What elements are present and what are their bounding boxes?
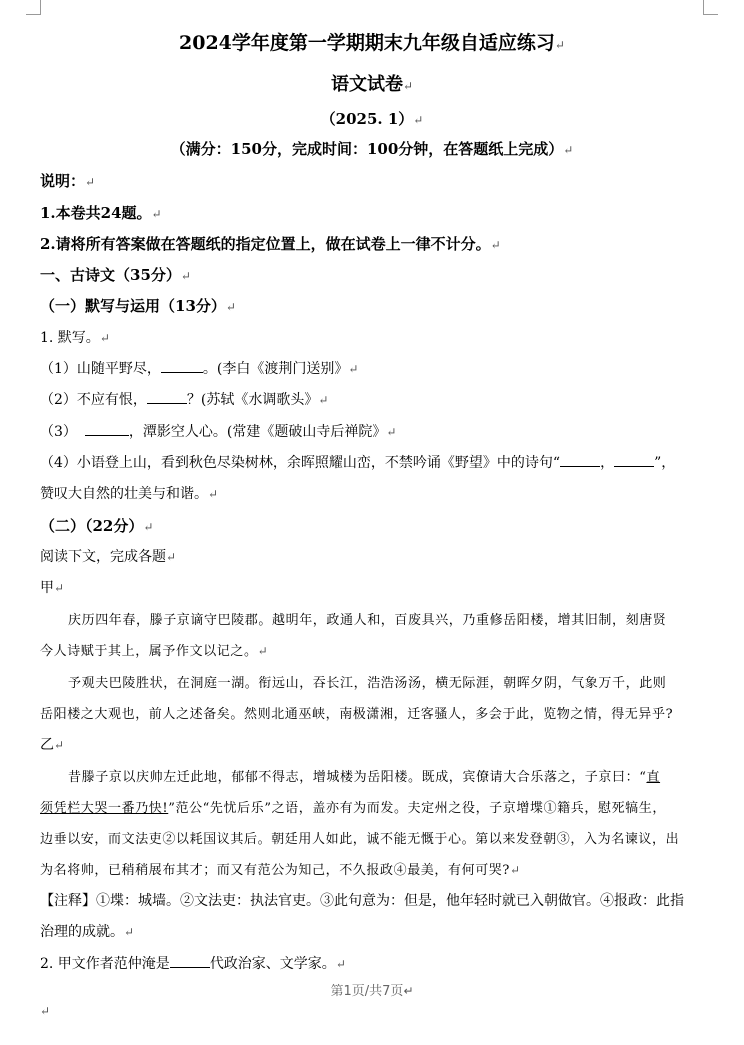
- page-title: 2024学年度第一学期期末九年级自适应练习↵: [179, 32, 565, 54]
- question-item: （1）山随平野尽， 。(李白《渡荆门送别》↵: [40, 361, 359, 377]
- answer-blank: [170, 967, 210, 968]
- page-footer: 第1页/共7页↵: [330, 984, 414, 999]
- section-heading: 一、古诗文（35分）↵: [40, 266, 191, 284]
- passage-text: 予观夫巴陵胜状，在洞庭一湖。衔远山，吞长江，浩浩汤汤，横无际涯，朝晖夕阴，气象万千，此则: [68, 676, 667, 691]
- subsection-heading: （二）（22分）↵: [40, 517, 154, 535]
- passage-text: 今人诗赋于其上，属予作文以记之。↵: [40, 644, 269, 659]
- exam-note: （满分：150分，完成时间：100分钟，在答题纸上完成）↵: [170, 140, 574, 158]
- answer-blank: [147, 403, 187, 404]
- passage-label: 乙↵: [40, 737, 65, 753]
- reading-prompt: 阅读下文，完成各题↵: [40, 549, 177, 565]
- instruction-item: 1.本卷共24题。↵: [40, 204, 162, 222]
- subsection-heading: （一）默写与运用（13分）↵: [40, 297, 236, 315]
- page-subtitle: 语文试卷↵: [330, 74, 414, 95]
- passage-text: 为名将帅，已稍稍展布其才；而又有范公为知己，不久报政④最美，有何可哭?↵: [40, 863, 521, 878]
- annotation: 【注释】①堞：城墙。②文法吏：执法官吏。③此句意为：但是，他年轻时就已入朝做官。④报政：此指: [40, 893, 684, 909]
- question-item: （4）小语登上山，看到秋色尽染树林，余晖照耀山峦，不禁吟诵《野望》中的诗句“ ， ”，: [40, 455, 676, 471]
- question-item-continued: 赞叹大自然的壮美与和谐。↵: [40, 486, 219, 502]
- question-item: （2）不应有恨， ？(苏轼《水调歌头》↵: [40, 392, 329, 408]
- answer-blank: [161, 372, 203, 373]
- question-stem: 1. 默写。↵: [40, 330, 110, 346]
- passage-text: 昔滕子京以庆帅左迁此地，郁郁不得志，增城楼为岳阳楼。既成，宾僚请大合乐落之，子京曰：“直: [68, 770, 661, 785]
- passage-text: 须凭栏大哭一番乃快!”范公“先忧后乐”之语，盖亦有为而发。夫定州之役，子京增堞①籍兵，慰死犒生，: [40, 801, 666, 816]
- answer-blank: [85, 435, 129, 436]
- answer-blank: [614, 466, 654, 467]
- question-item: （3） ，潭影空人心。(常建《题破山寺后禅院》↵: [40, 424, 397, 440]
- instructions-heading: 说明：↵: [40, 172, 96, 190]
- margin-corner-mark: [703, 0, 718, 15]
- passage-text: 岳阳楼之大观也，前人之述备矣。然则北通巫峡，南极潇湘，迁客骚人，多会于此，览物之情，得无异乎?: [40, 707, 674, 722]
- answer-blank: [560, 466, 600, 467]
- paragraph-mark: ↵: [40, 1004, 51, 1018]
- margin-corner-mark: [26, 0, 41, 15]
- instruction-item: 2.请将所有答案做在答题纸的指定位置上，做在试卷上一律不计分。↵: [40, 235, 501, 253]
- passage-text: 庆历四年春，滕子京谪守巴陵郡。越明年，政通人和，百废具兴，乃重修岳阳楼，增其旧制，刻唐贤: [68, 613, 667, 628]
- exam-date: （2025. 1）↵: [320, 110, 424, 128]
- passage-label: 甲↵: [40, 580, 65, 596]
- question-item: 2. 甲文作者范仲淹是 代政治家、文学家。↵: [40, 956, 346, 972]
- annotation-continued: 治理的成就。↵: [40, 924, 135, 940]
- passage-text: 边垂以安，而文法吏②以耗国议其后。朝廷用人如此，诚不能无慨于心。第以来发登朝③，入为名谏议，出: [40, 832, 680, 847]
